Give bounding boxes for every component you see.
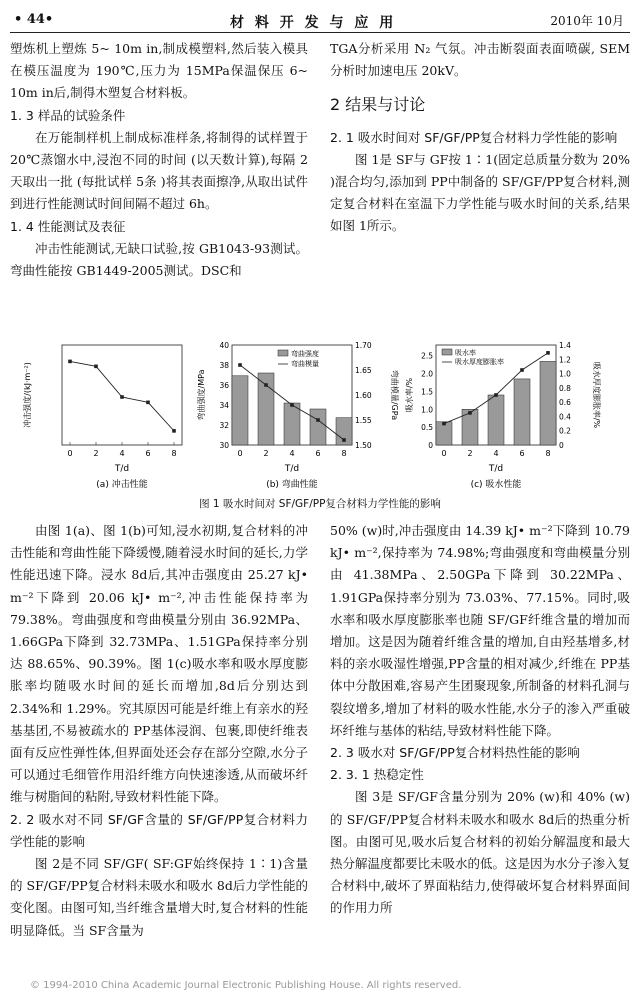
x-tick-label: 4 — [493, 449, 499, 458]
plot-frame — [62, 345, 182, 445]
bar — [540, 361, 556, 445]
y-axis-label-left: 吸水率/% — [405, 377, 414, 413]
data-point — [520, 368, 524, 372]
data-point — [468, 411, 472, 415]
y-tick-label: 36 — [219, 381, 229, 390]
y-tick-label: 30 — [219, 441, 229, 450]
data-point — [494, 393, 498, 397]
bar — [514, 379, 530, 445]
y-axis-label-left: 弯曲强度/MPa — [197, 369, 206, 421]
bar — [232, 376, 248, 445]
y-axis-label-right: 弯曲模量/GPa — [390, 369, 399, 421]
paragraph: 图 2是不同 SF/GF( SF:GF始终保持 1∶1)含量的 SF/GF/PP复合材料未吸水和吸水 8d后力学性能的变化图。由图可知,当纤维含量增大时,复合材料的性能明显降低。当 SF含量为 — [10, 856, 308, 938]
data-point — [316, 418, 320, 422]
section-heading: 2. 2 吸水对不同 SF/GF含量的 SF/GF/PP复合材料力学性能的影响 — [10, 811, 308, 849]
page-header — [0, 8, 640, 34]
paragraph: 塑炼机上塑炼 5~ 10m in,制成模塑料,然后装入模具在模压温度为 190℃,压力为 15MPa保温保压 6~ 10m in后,制得木塑复合材料板。 — [10, 41, 308, 101]
left-column-bottom — [10, 520, 308, 942]
data-point — [238, 363, 242, 367]
x-tick-label: 0 — [67, 449, 73, 458]
x-tick-label: 0 — [441, 449, 447, 458]
paragraph: 冲击性能测试,无缺口试验,按 GB1043-93测试。弯曲性能按 GB1449-2005测试。DSC和 — [10, 240, 308, 279]
y-tick-label: 0.4 — [559, 412, 571, 422]
y-tick-label: 1.0 — [421, 405, 433, 415]
header-rule — [10, 32, 630, 33]
y-tick-label: 2.0 — [421, 369, 433, 379]
chart-panel-a — [22, 345, 182, 490]
y-tick-label: 1.70 — [355, 341, 372, 350]
y-tick-label: 38 — [219, 361, 229, 370]
x-tick-label: 6 — [315, 449, 321, 458]
figure-1 — [0, 335, 640, 510]
x-tick-label: 8 — [171, 449, 177, 458]
y-tick-label: 0.5 — [421, 423, 433, 433]
section-heading: 2. 3. 1 热稳定性 — [330, 767, 424, 783]
bar — [488, 395, 504, 445]
data-point — [146, 401, 150, 405]
right-column-bottom — [330, 520, 630, 920]
legend — [442, 348, 504, 366]
legend-label: 吸水厚度膨胀率 — [455, 358, 504, 366]
legend — [278, 349, 319, 368]
panel-label: (c) 吸水性能 — [470, 480, 522, 490]
bar — [310, 409, 326, 445]
legend-swatch-bar — [442, 349, 452, 355]
x-tick-label: 8 — [545, 449, 551, 458]
paragraph: 50% (w)时,冲击强度由 14.39 kJ• m⁻²下降到 10.79 kJ• m⁻²,保持率为 74.98%;弯曲强度和弯曲模量分别由 41.38MPa、2.50GPa下降到 30.22MPa、1.91GPa保持率分别为 73.03%、77.15%。同时,吸水率和吸水厚度膨胀率也随 SF/GF纤维含量的增加而增加。这是因为随着纤维含量的增加,自由羟基增多,材料的亲水吸湿性增强,PP含量的相对减少,纤维在 PP基体中分散困难,容易产生团聚现象,所制备的材料孔洞与裂纹增多,增加了材料的吸水性能,水分子的渗入严重破坏纤维与基体的粘结,导致材料性能下降。 — [330, 523, 630, 738]
left-column-top — [10, 38, 308, 282]
x-tick-label: 4 — [119, 449, 125, 458]
legend-swatch-bar — [278, 350, 288, 356]
y-tick-label: 40 — [219, 341, 229, 350]
chart-panel-c — [404, 341, 602, 490]
paragraph: TGA分析采用 N₂ 气氛。冲击断裂面表面喷碳, SEM分析时加速电压 20kV。 — [330, 41, 630, 79]
section-heading: 2. 1 吸水时间对 SF/GF/PP复合材料力学性能的影响 — [330, 129, 618, 145]
y-tick-label: 0.6 — [559, 398, 571, 408]
journal-title: 材 料 开 发 与 应 用 — [230, 15, 397, 31]
data-point — [290, 403, 294, 407]
bar — [284, 403, 300, 445]
x-tick-label: 2 — [467, 449, 473, 458]
chart-panel-b — [196, 341, 400, 490]
x-tick-label: 8 — [341, 449, 347, 458]
paragraph: 由图 1(a)、图 1(b)可知,浸水初期,复合材料的冲击性能和弯曲性能下降缓慢,随着浸水时间的延长,力学性能迅速下降。浸水 8d后,其冲击强度由 25.27 kJ• m⁻²下降到 20.06 kJ• m⁻²,冲击性能保持率为 79.38%。弯曲强度和弯曲模量分别由 36.92MPa、1.66GPa下降到 32.73MPa、1.51GPa保持率分别达 88.65%、90.39%。图 1(c)吸水率和吸水厚度膨胀率均随吸水时间的延长而增加,8d后分别达到 2.34%和 1.29%。究其原因可能是纤维上有亲水的羟基基团,不易被疏水的 PP基体浸润、包裹,即使纤维表面有反应性弹性体,但界面处还会存在部分空隙,水分子可以通过毛细管作用沿纤维方向快速渗透,从而破坏纤维与树脂间的粘附,导致材料性能下降。 — [10, 523, 308, 805]
y-axis-label-right: 吸水厚度膨胀率/% — [592, 361, 601, 429]
legend-label: 弯曲强度 — [291, 350, 319, 358]
right-column-top — [330, 38, 630, 238]
y-tick-label: 34 — [219, 401, 229, 410]
y-tick-label: 0 — [428, 441, 433, 450]
y-tick-label: 1.50 — [355, 441, 372, 450]
data-point — [342, 438, 346, 442]
y-tick-label: 1.60 — [355, 391, 372, 400]
y-tick-label: 0.2 — [559, 426, 571, 436]
y-tick-label: 2.5 — [421, 351, 433, 361]
x-axis-label: T/d — [488, 464, 504, 474]
y-tick-label: 1.0 — [559, 369, 571, 379]
data-point — [546, 351, 550, 355]
legend-label: 吸水率 — [455, 349, 476, 357]
copyright-footer: © 1994-2010 China Academic Journal Electronic Publishing House. All rights reserved. — [30, 980, 462, 991]
x-tick-label: 4 — [289, 449, 295, 458]
section-heading: 2. 3 吸水对 SF/GF/PP复合材料热性能的影响 — [330, 745, 580, 761]
section-heading: 1. 4 性能测试及表征 — [10, 218, 126, 234]
data-point — [172, 429, 176, 433]
legend-label: 弯曲模量 — [291, 360, 319, 368]
data-point — [264, 383, 268, 387]
x-axis-label: T/d — [114, 464, 130, 474]
y-tick-label: 0 — [559, 441, 564, 450]
x-axis-label: T/d — [284, 464, 300, 474]
x-tick-label: 2 — [263, 449, 269, 458]
y-tick-label: 1.55 — [355, 416, 372, 425]
panel-label: (a) 冲击性能 — [96, 480, 148, 490]
x-tick-label: 6 — [519, 449, 525, 458]
x-tick-label: 0 — [237, 449, 243, 458]
x-tick-label: 6 — [145, 449, 151, 458]
y-axis-label: 冲击强度/(kJ·m⁻²) — [23, 362, 32, 428]
data-point — [442, 422, 446, 426]
paragraph: 图 3是 SF/GF含量分别为 20% (w)和 40% (w)的 SF/GF/PP复合材料未吸水和吸水 8d后的热重分析图。由图可见,吸水后复合材料的初始分解温度和最大热分解温度都要比未吸水的低。这是因为水分子渗入复合材料中,破坏了界面粘结力,使得破坏复合材料界面间的作用力所 — [330, 789, 631, 916]
data-point — [94, 365, 98, 369]
panel-label: (b) 弯曲性能 — [266, 480, 318, 490]
section-heading: 1. 3 样品的试验条件 — [10, 107, 126, 123]
y-tick-label: 1.2 — [559, 355, 571, 365]
figure-caption: 图 1 吸水时间对 SF/GF/PP复合材料力学性能的影响 — [199, 498, 441, 510]
page-number: • 44• — [14, 12, 54, 27]
data-point — [68, 360, 72, 364]
y-tick-label: 1.5 — [421, 387, 433, 397]
data-point — [120, 395, 124, 399]
y-tick-label: 0.8 — [559, 383, 571, 393]
paragraph: 在万能制样机上制成标准样条,将制得的试样置于 20℃蒸馏水中,浸泡不同的时间 (以天数计算),每隔 2天取出一批 (每批试样 5条 )将其表面擦净,从取出试件到进行性能测试时间间隔不超过 6h。 — [10, 129, 308, 212]
y-tick-label: 1.4 — [559, 341, 571, 350]
issue-date: 2010年 10月 — [550, 14, 624, 28]
x-tick-label: 2 — [93, 449, 99, 458]
y-tick-label: 32 — [219, 421, 229, 430]
paragraph: 图 1是 SF与 GF按 1∶1(固定总质量分数为 20% )混合均匀,添加到 PP中制备的 SF/GF/PP复合材料,测定复合材料在室温下力学性能与吸水时间的关系,结果如图 1所示。 — [330, 151, 630, 234]
section-heading: 2 结果与讨论 — [330, 95, 426, 115]
y-tick-label: 1.65 — [355, 366, 372, 375]
